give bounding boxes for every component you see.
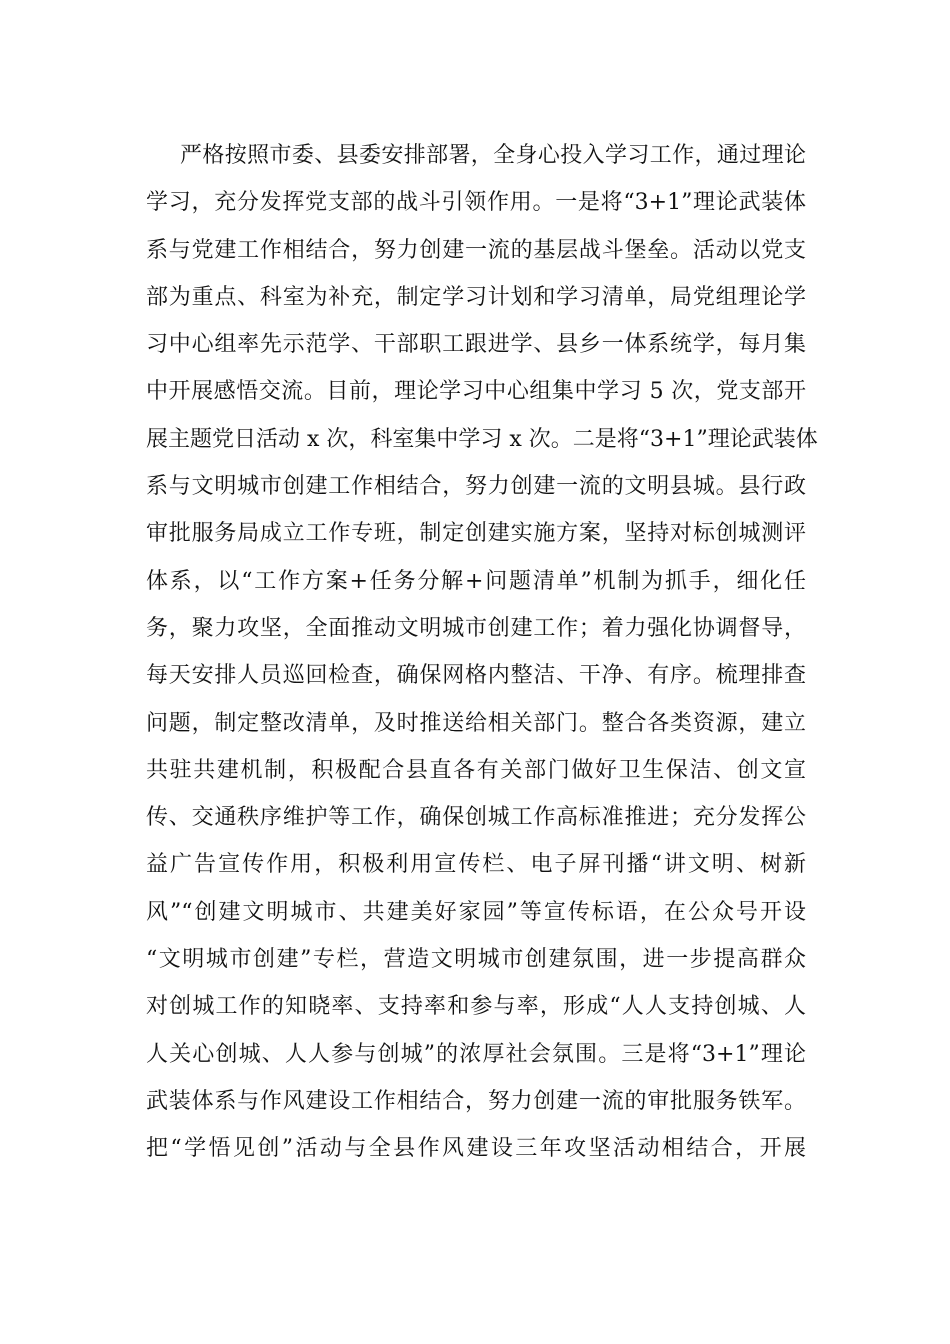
paragraph-line: 共驻共建机制，积极配合县直各有关部门做好卫生保洁、创文宣 [146, 757, 806, 783]
paragraph-line: 系与党建工作相结合，努力创建一流的基层战斗堡垒。活动以党支 [146, 237, 806, 263]
paragraph-line: 务，聚力攻坚，全面推动文明城市创建工作；着力强化协调督导， [146, 615, 806, 641]
paragraph-line: 体系，以“工作方案+任务分解+问题清单”机制为抓手，细化任 [146, 568, 806, 594]
paragraph-line: 学习，充分发挥党支部的战斗引领作用。一是将“3+1”理论武装体 [146, 190, 806, 216]
paragraph-line: 展主题党日活动 x 次，科室集中学习 x 次。二是将“3+1”理论武装体 [146, 426, 818, 452]
paragraph-line: 审批服务局成立工作专班，制定创建实施方案，坚持对标创城测评 [146, 521, 806, 547]
body-paragraph [146, 132, 818, 1173]
paragraph-line: 问题，制定整改清单，及时推送给相关部门。整合各类资源，建立 [146, 710, 806, 736]
paragraph-line: 对创城工作的知晓率、支持率和参与率，形成“人人支持创城、人 [146, 994, 806, 1020]
paragraph-line: 习中心组率先示范学、干部职工跟进学、县乡一体系统学，每月集 [146, 332, 806, 358]
paragraph-line: 风”“创建文明城市、共建美好家园”等宣传标语，在公众号开设 [146, 899, 806, 925]
paragraph-line: 每天安排人员巡回检查，确保网格内整洁、干净、有序。梳理排查 [146, 663, 806, 689]
paragraph-line: 传、交通秩序维护等工作，确保创城工作高标准推进；充分发挥公 [146, 805, 806, 831]
paragraph-line: 严格按照市委、县委安排部署，全身心投入学习工作，通过理论 [180, 143, 806, 168]
paragraph-line: 把“学悟见创”活动与全县作风建设三年攻坚活动相结合，开展 [146, 1136, 806, 1162]
paragraph-line: 人关心创城、人人参与创城”的浓厚社会氛围。三是将“3+1”理论 [146, 1041, 806, 1067]
paragraph-line: “文明城市创建”专栏，营造文明城市创建氛围，进一步提高群众 [146, 947, 806, 973]
paragraph-line: 益广告宣传作用，积极利用宣传栏、电子屏刊播“讲文明、树新 [146, 852, 806, 878]
paragraph-line: 中开展感悟交流。目前，理论学习中心组集中学习 5 次，党支部开 [146, 379, 806, 405]
paragraph-line: 武装体系与作风建设工作相结合，努力创建一流的审批服务铁军。 [146, 1088, 806, 1114]
paragraph-line: 部为重点、科室为补充，制定学习计划和学习清单，局党组理论学 [146, 284, 806, 310]
paragraph-line: 系与文明城市创建工作相结合，努力创建一流的文明县城。县行政 [146, 474, 806, 500]
